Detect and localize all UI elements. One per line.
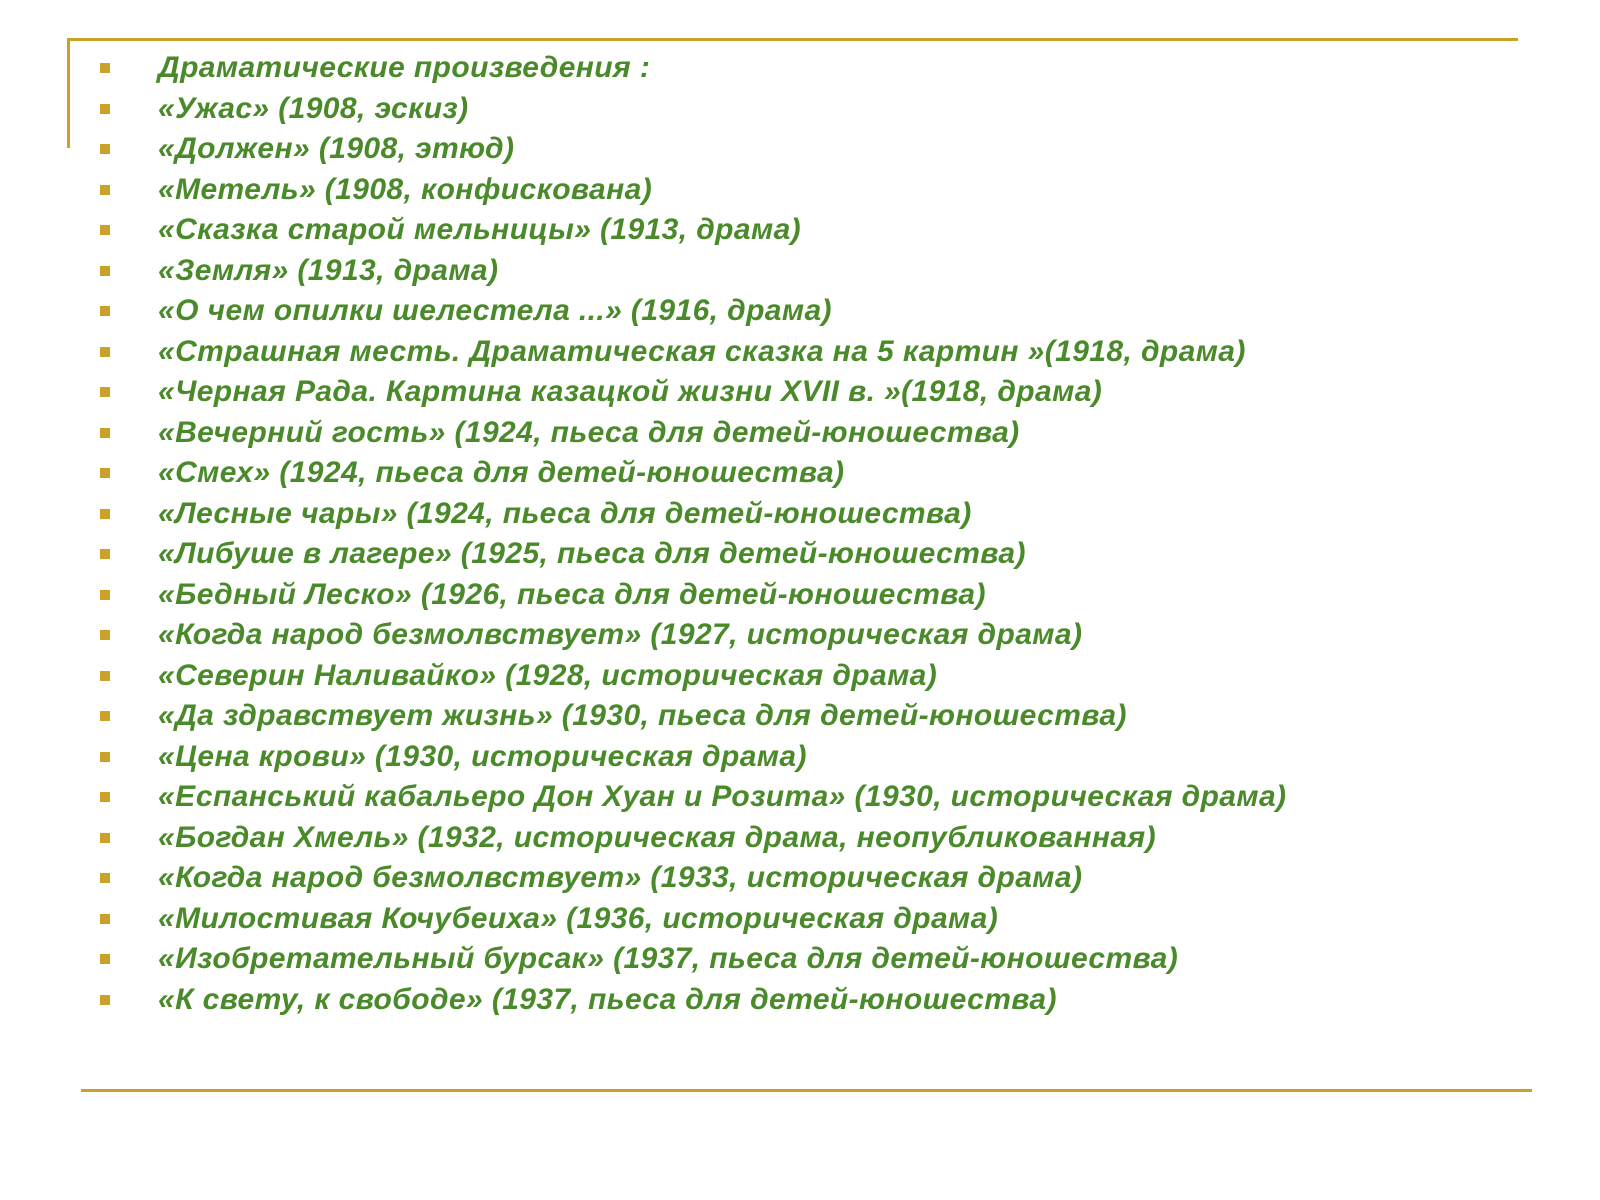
bottom-border-line — [81, 1089, 1532, 1092]
square-bullet-icon — [100, 225, 110, 235]
left-border-line — [67, 38, 70, 148]
list-item-text: «Черная Рада. Картина казацкой жизни XVII в. »(1918, драма) — [158, 375, 1103, 408]
list-item-text: «Да здравствует жизнь» (1930, пьеса для детей-юношества) — [158, 699, 1127, 732]
square-bullet-icon — [100, 590, 110, 600]
list-item-text: «Смех» (1924, пьеса для детей-юношества) — [158, 456, 845, 489]
square-bullet-icon — [100, 63, 110, 73]
list-item-text: «Милостивая Кочубеиха» (1936, историческая драма) — [158, 901, 999, 935]
list-item-text: «Сказка старой мельницы» (1913, драма) — [158, 213, 802, 246]
square-bullet-icon — [100, 347, 110, 357]
square-bullet-icon — [100, 671, 110, 681]
square-bullet-icon — [100, 711, 110, 721]
square-bullet-icon — [100, 468, 110, 478]
list-item-text: «К свету, к свободе» (1937, пьеса для детей-юношества) — [158, 982, 1057, 1016]
list-item-text: «Когда народ безмолвствует» (1927, историческая драма) — [158, 618, 1083, 651]
list-item-text: «Еспанський кабальеро Дон Хуан и Розита» (1930, историческая драма) — [158, 780, 1287, 813]
square-bullet-icon — [100, 306, 110, 316]
list-item-text: «Вечерний гость» (1924, пьеса для детей-юношества) — [158, 415, 1020, 449]
list-item-text: «Страшная месть. Драматическая сказка на 5 картин »(1918, драма) — [158, 334, 1246, 368]
list-item-text: «Лесные чары» (1924, пьеса для детей-юношества) — [158, 496, 972, 530]
square-bullet-icon — [100, 549, 110, 559]
square-bullet-icon — [100, 104, 110, 114]
list-item-text: «Когда народ безмолвствует» (1933, историческая драма) — [158, 861, 1083, 894]
square-bullet-icon — [100, 752, 110, 762]
square-bullet-icon — [100, 630, 110, 640]
square-bullet-icon — [100, 144, 110, 154]
square-bullet-icon — [100, 387, 110, 397]
list-item-text: «Ужас» (1908, эскиз) — [158, 91, 469, 125]
list-item-text: «Богдан Хмель» (1932, историческая драма, неопубликованная) — [158, 820, 1156, 854]
square-bullet-icon — [100, 428, 110, 438]
list-item-text: «Северин Наливайко» (1928, историческая драма) — [158, 658, 938, 692]
square-bullet-icon — [100, 792, 110, 802]
list-item-text: «Земля» (1913, драма) — [158, 253, 499, 287]
square-bullet-icon — [100, 266, 110, 276]
square-bullet-icon — [100, 509, 110, 519]
square-bullet-icon — [100, 185, 110, 195]
list-item-text: Драматические произведения : — [158, 51, 651, 84]
list-item-text: «Либуше в лагере» (1925, пьеса для детей-юношества) — [158, 537, 1026, 570]
square-bullet-icon — [100, 954, 110, 964]
list-item-text: «Изобретательный бурсак» (1937, пьеса для детей-юношества) — [158, 942, 1179, 975]
square-bullet-icon — [100, 995, 110, 1005]
list-item-text: «О чем опилки шелестела ...» (1916, драма) — [158, 294, 832, 327]
list-item-text: «Цена крови» (1930, историческая драма) — [158, 739, 807, 773]
list-item-text: «Метель» (1908, конфискована) — [158, 172, 653, 206]
list-item-text: «Бедный Леско» (1926, пьеса для детей-юношества) — [158, 577, 986, 611]
square-bullet-icon — [100, 873, 110, 883]
top-border-line — [67, 38, 1518, 41]
square-bullet-icon — [100, 833, 110, 843]
list-item-text: «Должен» (1908, этюд) — [158, 132, 515, 165]
square-bullet-icon — [100, 914, 110, 924]
